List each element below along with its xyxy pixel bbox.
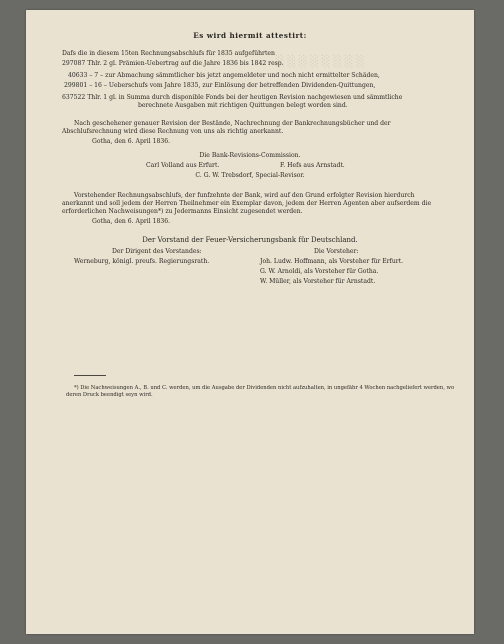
entry-line: berechnete Ausgaben mit richtigen Quittungen belegt worden sind. [138, 102, 348, 109]
entry-line: 40633 – 7 – zur Abmachung sämmtlicher bis jetzt angemeldeter und noch nicht ermittelter Schäden, [68, 72, 380, 79]
entry-line: 637522 Thlr. 1 gl. in Summa durch disponible Fonds bei der heutigen Revision nachgewiesen und sämmtliche [62, 94, 403, 101]
commission-title: Die Bank-Revisions-Commission. [199, 152, 301, 159]
date-line: Gotha, den 6. April 1836. [92, 218, 171, 225]
wardens-heading: Die Vorsteher: [314, 248, 359, 255]
footnote: *) Die Nachweisungen A., B. und C. werden, um die Ausgabe der Dividenden nicht aufzuhalten, in ungefähr 4 Wochen nachgeliefert werden, wo deren Druck beendigt seyn wird. [66, 385, 455, 398]
entry-line: 297087 Thlr. 2 gl. Prämien-Uebertrag auf die Jahre 1836 bis 1842 resp. [62, 60, 284, 67]
date-line: Gotha, den 6. April 1836. [92, 138, 171, 145]
document-page [26, 10, 474, 634]
footnote-rule [74, 375, 106, 376]
director-name: Werneburg, königl. preufs. Regierungsrath. [74, 258, 210, 265]
board-title: Der Vorstand der Feuer-Versicherungsbank für Deutschland. [142, 236, 358, 244]
warden-name: W. Müller, als Vorsteher für Arnstadt. [260, 278, 376, 285]
revision-paragraph: Nach geschehener genauer Revision der Bestände, Nachrechnung der Bankrechnungsbücher und der Abschlufsrechnung wird diese Rechnung von uns als richtig anerkannt. [62, 120, 391, 135]
approval-paragraph: Vorstehender Rechnungsabschlufs, der funfzehnte der Bank, wird auf den Grund erfolgter Revision hierdurch anerkannt und soll jedem der Herren Theilnehmer ein Exemplar davon, jedem der Herren Agenten aber aufserdem die erforderlichen Nachweisungen*) zu Jedermanns Einsicht zugesendet werden. [62, 192, 432, 215]
attest-heading: Es wird hiermit attestirt: [193, 31, 307, 40]
show-through-text: ░░░░░░░░ [276, 55, 368, 68]
director-heading: Der Dirigent des Vorstandes: [112, 248, 202, 255]
warden-name: Joh. Ludw. Hoffmann, als Vorsteher für Erfurt. [260, 258, 404, 265]
commission-member-left: Carl Volland aus Erfurt. [146, 162, 220, 169]
commission-member-third: C. G. W. Trebsdorf, Special-Revisor. [195, 172, 305, 179]
warden-name: G. W. Arnoldi, als Vorsteher für Gotha. [260, 268, 379, 275]
intro-line: Dafs die in diesem 15ten Rechnungsabschlufs für 1835 aufgeführten [62, 50, 275, 57]
entry-line: 299801 – 16 – Ueberschufs vom Jahre 1835, zur Einlösung der betreffenden Dividenden-Quittungen, [64, 82, 376, 89]
commission-member-right: F. Hefs aus Arnstadt. [280, 162, 345, 169]
